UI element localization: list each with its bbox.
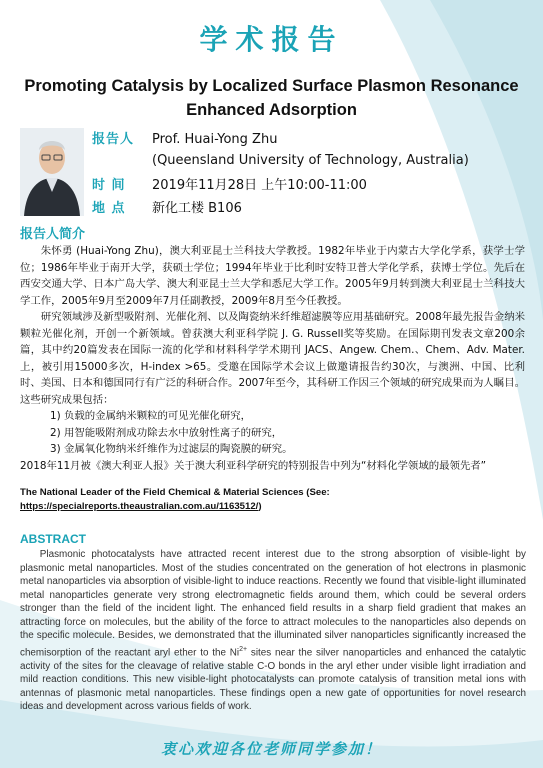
national-leader-text: The National Leader of the Field Chemical & Material Sciences (See:	[20, 487, 330, 498]
time-label: 时 间	[92, 178, 126, 193]
special-report-link[interactable]: https://specialreports.theaustralian.com.au/1163512/	[20, 501, 259, 512]
research-item-1: 1) 负载的金属纳米颗粒的可见光催化研究，	[50, 410, 251, 422]
national-leader-close: )	[258, 501, 262, 512]
abstract-text-a: Plasmonic photocatalysts have attracted recent interest due to the strong absorption of visible-light by plasmonic metal nanoparticles. Most of the studies concentrated on the generation of hot electrons in plasmonic metal nanoparticles via absorption of visible-light to induce reactions. Recently we found that visible-light illuminated metal nanoparticles generate very strong electromagnetic fields around them, which could be several orders stronger than the field of the incident light. The enhanced field results in a sharp field gradient that makes an attracting force on molecules, but the ability of the force to attract molecules to the nanoparticles also depends on the specific molecule. Besides, we demonstrated that the illuminated silver nanoparticles significantly increased the chemisorption of the reactant aryl ether to the Ni	[20, 549, 526, 659]
poster-title-cn: 学术报告	[199, 23, 344, 56]
place-label: 地 点	[92, 201, 126, 216]
time-value: 2019年11月28日 上午10:00-11:00	[152, 178, 367, 193]
bio-paragraph-3: 2018年11月被《澳大利亚人报》关于澳大利亚科学研究的特别报告中列为“材料化学领域的最领先者”	[20, 459, 487, 472]
abstract-text-b: sites near the silver nanoparticles and enhanced the catalytic activity of the sites for the cleavage of relative stable C-O bonds in the aryl ether under visible light irradiation and mild reaction conditions. This new visible-light photocatalysts can promote catalysis of transition metal ions with antennas of plasmonic metal nanoparticles. These findings open a new gate of opportunities for novel research ideas and development across various fields of work.	[20, 647, 526, 713]
speaker-photo	[20, 128, 84, 216]
research-item-2: 2) 用智能吸附剂成功除去水中放射性离子的研究，	[50, 426, 283, 439]
abstract-body	[20, 548, 526, 714]
bio-heading: 报告人简介	[20, 227, 86, 242]
speaker-name: Prof. Huai-Yong Zhu	[152, 132, 278, 147]
speaker-bio	[20, 243, 525, 474]
national-leader-note	[20, 486, 525, 514]
nickel-charge-superscript: 2+	[239, 645, 248, 653]
talk-title: Promoting Catalysis by Localized Surface Plasmon Resonance Enhanced Adsorption	[24, 77, 519, 119]
speaker-affiliation: (Queensland University of Technology, Australia)	[152, 153, 469, 168]
speaker-label: 报告人	[92, 132, 135, 147]
place-value: 新化工楼 B106	[152, 201, 242, 216]
welcome-footer: 衷心欢迎各位老师同学参加！	[160, 740, 382, 758]
bio-paragraph-1: 朱怀勇 (Huai-Yong Zhu)，澳大利亚昆士兰科技大学教授。1982年毕业于内蒙古大学化学系，获学士学位；1986年毕业于南开大学，获硕士学位；1994年毕业于比利时安特卫普大学化学系，获博士学位。先后在西安交通大学、日本广岛大学、澳大利亚昆士兰大学和悉尼大学工作。2005年9月转到澳大利亚昆士兰科技大学工作，2005年9月至2009年7月任副教授，2009年8月至今任教授。	[20, 245, 525, 307]
research-item-3: 3) 金属氧化物纳米纤维作为过滤层的陶瓷膜的研究。	[50, 443, 293, 455]
bio-paragraph-2: 研究领域涉及新型吸附剂、光催化剂、以及陶瓷纳米纤维超滤膜等应用基础研究。2008年最先报告金纳米颗粒光催化剂，开创一个新领域。曾获澳大利亚科学院 J. G. Russell奖等奖励。在国际期刊发表文章200余篇，其中约20篇发表在国际一流的化学和材料科学学术期刊 JACS、Angew. Chem.、Chem、Adv. Mater. 上，被引用15000多次，H-index >65。受邀在国际学术会议上做邀请报告约30次，与澳洲、中国、比利时、美国、日本和德国同行有广泛的科研合作。2007年至今，其科研工作因三个领域的研究成果而为人瞩目。这些研究成果包括：	[20, 311, 525, 406]
abstract-heading: ABSTRACT	[20, 532, 86, 546]
